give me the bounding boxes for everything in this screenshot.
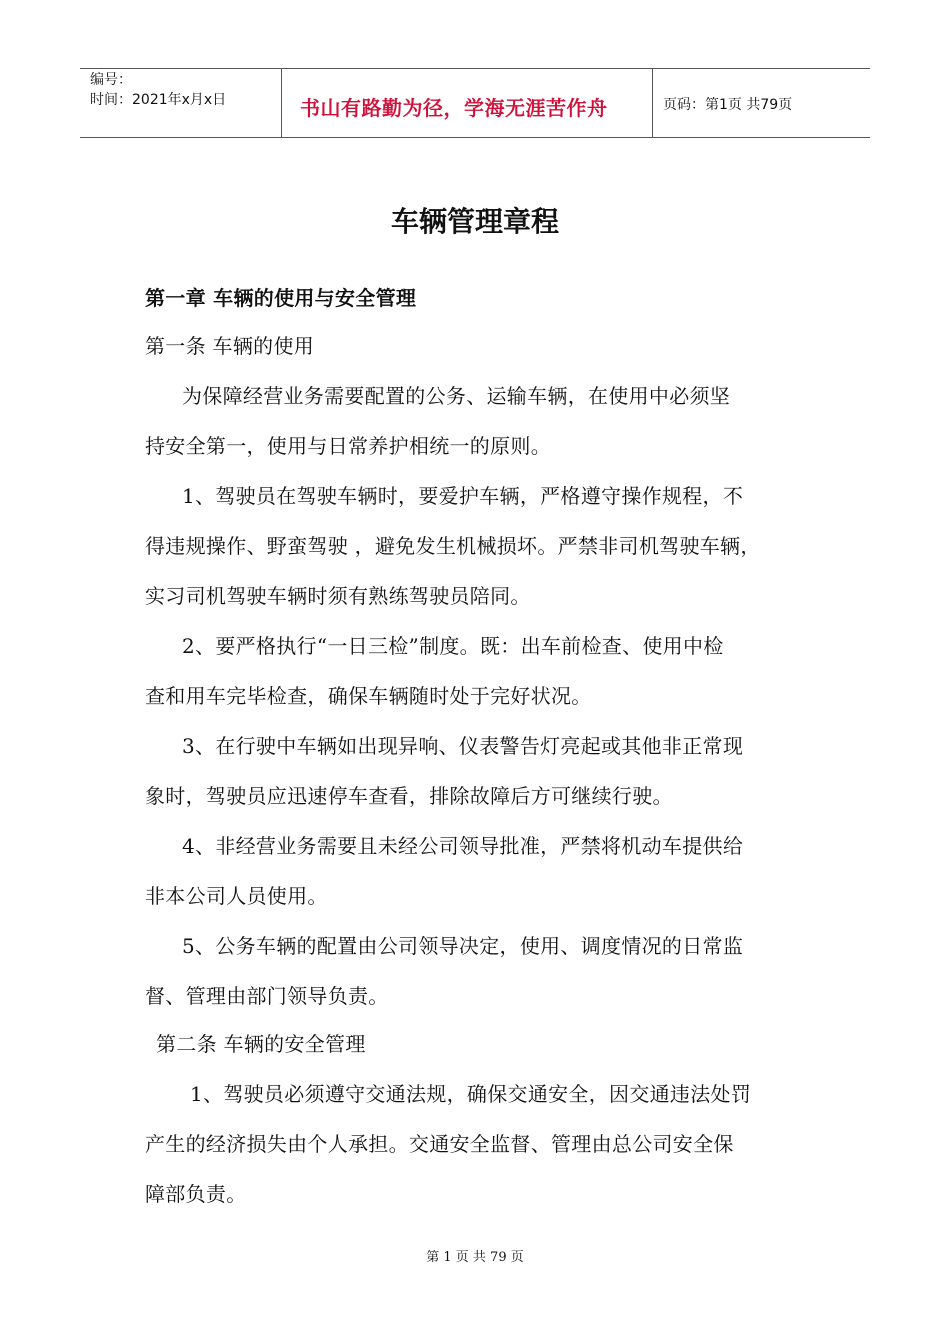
- header-cell-motto: [282, 69, 653, 137]
- header-page-info: 页码：第1页 共79页: [663, 97, 793, 113]
- paragraph-line: 障部负责。: [145, 1182, 247, 1206]
- paragraph-line: 1、驾驶员必须遵守交通法规，确保交通安全，因交通违法处罚: [190, 1082, 752, 1106]
- paragraph-line: 持安全第一，使用与日常养护相统一的原则。: [145, 434, 551, 458]
- page-footer: 第 1 页 共 79 页: [426, 1250, 524, 1265]
- header-cell-meta: [80, 69, 282, 137]
- paragraph-line: 象时，驾驶员应迅速停车查看，排除故障后方可继续行驶。: [145, 784, 673, 808]
- document-title: 车辆管理章程: [390, 205, 559, 238]
- article-heading-1: 第一条 车辆的使用: [145, 334, 315, 358]
- paragraph-line: 产生的经济损失由个人承担。交通安全监督、管理由总公司安全保: [145, 1132, 734, 1156]
- paragraph-line: 4、非经营业务需要且未经公司领导批准，严禁将机动车提供给: [182, 834, 744, 858]
- doc-date: 时间：2021年x月x日: [90, 92, 227, 108]
- header-table: [80, 68, 870, 138]
- paragraph-line: 非本公司人员使用。: [145, 884, 328, 908]
- paragraph-line: 得违规操作、野蛮驾驶 ，避免发生机械损坏。严禁非司机驾驶车辆，: [145, 534, 761, 558]
- paragraph-line: 为保障经营业务需要配置的公务、运输车辆，在使用中必须坚: [182, 384, 731, 408]
- header-cell-page: [653, 69, 870, 137]
- paragraph-line: 督、管理由部门领导负责。: [145, 984, 389, 1008]
- paragraph-line: 5、公务车辆的配置由公司领导决定，使用、调度情况的日常监: [182, 934, 744, 958]
- article-heading-2: 第二条 车辆的安全管理: [156, 1032, 366, 1056]
- paragraph-line: 2、要严格执行“一日三检”制度。既：出车前检查、使用中检: [182, 634, 724, 658]
- header-motto: 书山有路勤为径，学海无涯苦作舟: [300, 96, 608, 120]
- paragraph-line: 3、在行驶中车辆如出现异响、仪表警告灯亮起或其他非正常现: [182, 734, 744, 758]
- doc-number: 编号：: [90, 72, 132, 88]
- paragraph-line: 实习司机驾驶车辆时须有熟练驾驶员陪同。: [145, 584, 531, 608]
- chapter-heading: 第一章 车辆的使用与安全管理: [145, 286, 417, 310]
- paragraph-line: 查和用车完毕检查，确保车辆随时处于完好状况。: [145, 684, 592, 708]
- paragraph-line: 1、驾驶员在驾驶车辆时，要爱护车辆，严格遵守操作规程，不: [182, 484, 744, 508]
